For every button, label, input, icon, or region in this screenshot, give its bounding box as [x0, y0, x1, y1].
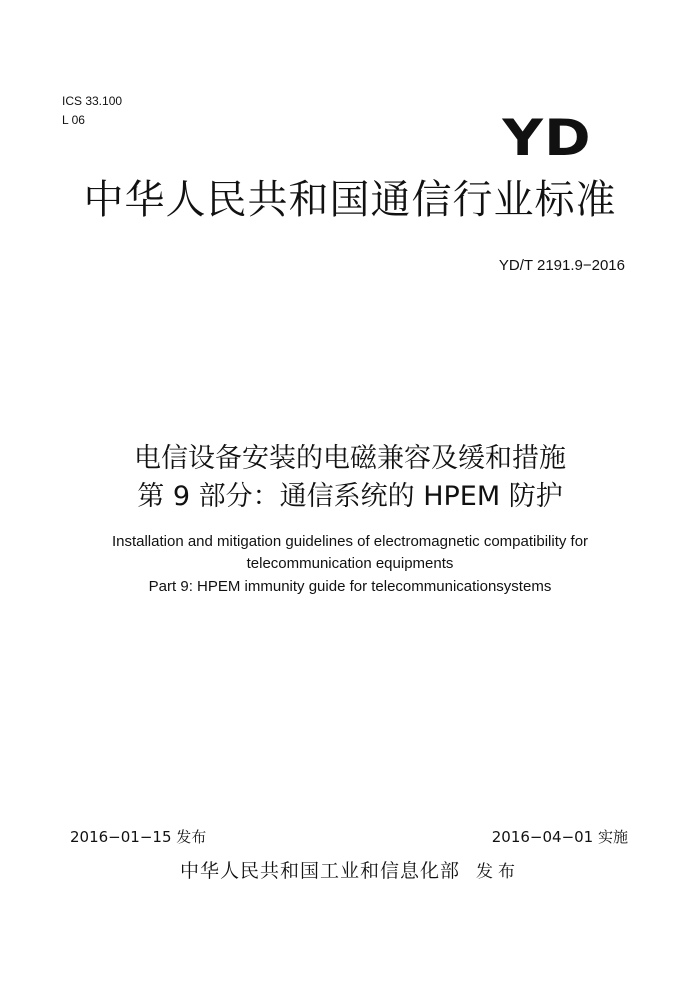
ccs-code: L 06: [62, 113, 85, 127]
english-title-line-3: Part 9: HPEM immunity guide for telecommunicationsystems: [148, 578, 552, 595]
issuer-action: 发布: [476, 862, 520, 882]
chinese-title-line-2: 第 9 部分：通信系统的 HPEM 防护: [137, 481, 563, 512]
issue-date: 2016−01−15 发布: [70, 828, 207, 846]
industry-standard-title: 中华人民共和国通信行业标准: [83, 177, 617, 223]
yd-logo: YD: [502, 109, 592, 167]
chinese-title-line-1: 电信设备安装的电磁兼容及缓和措施: [134, 443, 566, 474]
english-title-line-1: Installation and mitigation guidelines of electromagnetic compatibility for: [111, 533, 589, 550]
implementation-date: 2016−04−01 实施: [491, 828, 628, 846]
standard-number: YD/T 2191.9−2016: [498, 257, 625, 274]
issuer-name: 中华人民共和国工业和信息化部: [179, 860, 460, 882]
english-title-line-2: telecommunication equipments: [246, 555, 454, 572]
ics-code: ICS 33.100: [62, 94, 123, 108]
issuer-line: [0, 857, 700, 886]
